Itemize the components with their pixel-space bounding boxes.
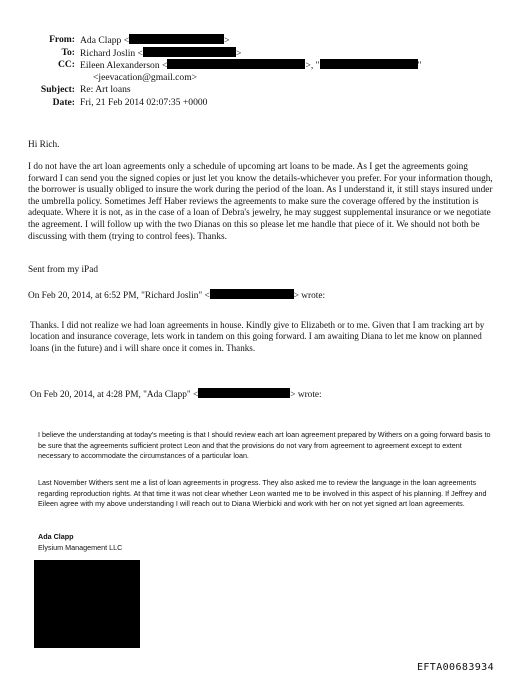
redaction-block	[320, 59, 418, 69]
quote2-intro	[30, 388, 496, 402]
from-label: From:	[49, 34, 75, 45]
quote2-paragraph-2: Last November Withers sent me a list of loan agreements in progress. They also asked me to review the language in the loan agreements regarding reproduction rights. At that time it was not clear whether Leon wanted me to be involved in this aspect of his planning. If Jeffrey and Eileen agree with my above understanding I will reach out to Diana Wierbicki and work with her on not yet signed art loan agreements.	[38, 478, 487, 509]
signature-company: Elysium Management LLC	[38, 543, 123, 552]
cc-row-2	[0, 72, 512, 85]
to-name: Richard Joslin <	[80, 47, 143, 59]
quote1-text: Thanks. I did not realize we had loan agreements in house. Kindly give to Elizabeth or to me. Given that I am tracking art by location and insurance coverage, lets work in tandem on this going forward. I am awaiting Diana to let me know on planned loans (in the future) and i will share once it comes in. Thanks.	[30, 320, 485, 353]
redaction-block	[210, 289, 294, 299]
signature-name: Ada Clapp	[38, 532, 74, 541]
email-header	[0, 34, 512, 114]
quote2-intro-start: On Feb 20, 2014, at 4:28 PM, "Ada Clapp" <	[30, 390, 199, 400]
from-value	[80, 34, 230, 48]
cc-email: <jeevacation@gmail.com>	[93, 71, 198, 83]
date-row	[0, 97, 512, 110]
quote1-intro-start: On Feb 20, 2014, at 6:52 PM, "Richard Joslin" <	[28, 291, 210, 301]
cc-value	[80, 59, 422, 73]
quote1-intro-end: > wrote:	[293, 291, 326, 301]
from-name: Ada Clapp <	[80, 35, 130, 46]
redaction-block	[129, 34, 224, 44]
cc-label: CC:	[57, 59, 75, 71]
to-label: To:	[61, 46, 75, 58]
cc-end: "	[417, 60, 422, 72]
quote2-intro-end: > wrote:	[290, 390, 322, 400]
body-paragraph: I do not have the art loan agreements only a schedule of upcoming art loans to be made. As I get the agreements going forward I can send you the signed copies or just let you know the details-whichever you prefer. For your information though, the borrower is usually obliged to insure the work during the period of the loan. As I understand it, it still stays insured under the umbrella policy. Sometimes Jeff Haber reviews the agreements to make sure the coverage offered by the institution is adequate. Where it is not, as in the case of a loan of Debra's jewelry, he may suggest supplemental insurance or we negotiate the agreement. I will follow up with the two Dianas on this so please let me handle that piece of it. We should not both be discussing with them (trying to control fees). Thanks.	[28, 162, 493, 242]
bates-number: EFTA00683934	[416, 662, 494, 673]
from-end: >	[224, 35, 230, 46]
cc-mid: >, "	[305, 60, 320, 72]
to-row	[0, 47, 512, 60]
redaction-block	[34, 560, 140, 648]
redaction-block	[167, 59, 305, 69]
cc-name: Eileen Alexanderson <	[80, 60, 168, 72]
to-value	[80, 47, 241, 61]
subject-value: Re: Art loans	[80, 84, 131, 96]
redaction-block	[143, 47, 236, 57]
subject-label: Subject:	[40, 84, 75, 96]
quote1-intro	[28, 289, 494, 303]
from-row	[0, 34, 512, 47]
quote2-paragraph-1: I believe the understanding at today's meeting is that I should review each art loan agreement prepared by Withers on a going forward basis to be sure that the agreements sufficient protect Leon and that the provisions do not vary from agreement to agreement except to extent necessary to accommodate the circumstances of a particular loan.	[38, 430, 491, 461]
redaction-block	[198, 388, 290, 398]
date-value: Fri, 21 Feb 2014 02:07:35 +0000	[80, 97, 208, 108]
to-end: >	[235, 47, 242, 59]
date-label: Date:	[52, 97, 75, 108]
subject-row	[0, 84, 512, 97]
signoff: Sent from my iPad	[28, 265, 98, 275]
greeting: Hi Rich.	[28, 140, 60, 150]
cc-row	[0, 59, 512, 72]
